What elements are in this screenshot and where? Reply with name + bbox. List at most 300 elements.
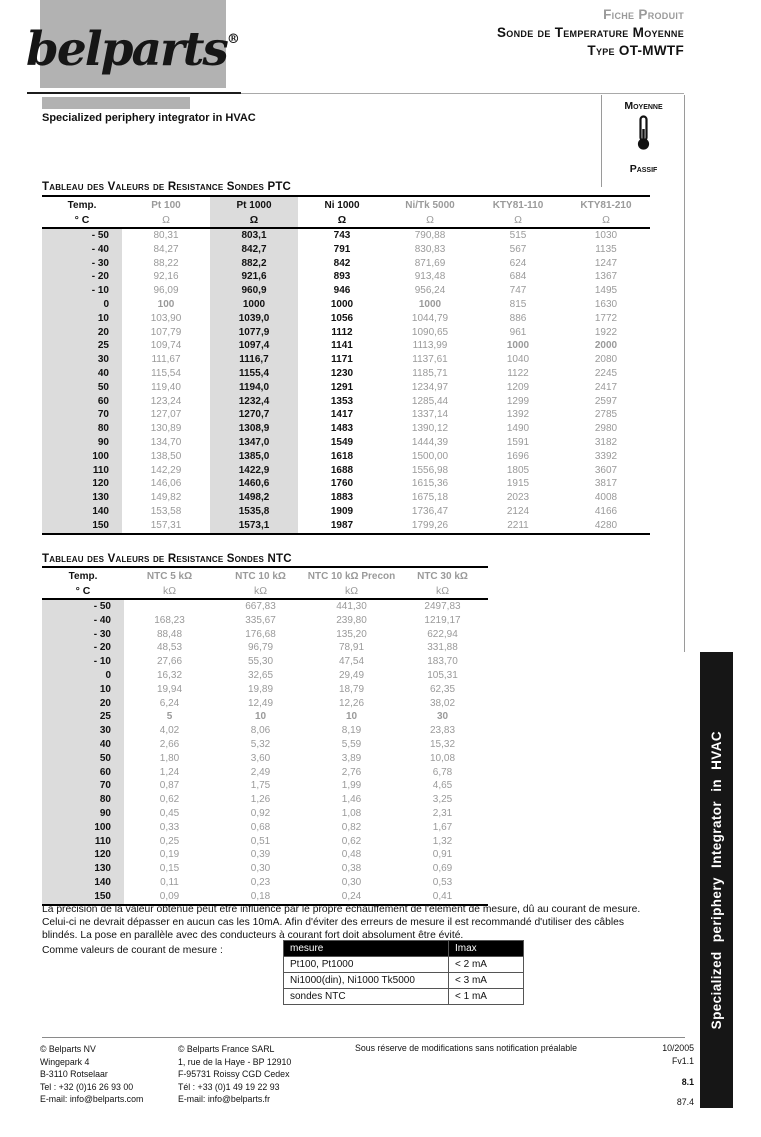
cell: 20 [42,326,122,340]
cell: 10 [42,312,122,326]
cell: 2023 [506,492,530,504]
cell: 0,87 [159,780,180,792]
resistance-table [42,195,650,535]
cell: 0,39 [250,849,271,861]
cell: - 40 [42,614,124,628]
cell: 80 [42,422,122,436]
cell: 1,24 [159,766,180,778]
cell: 1385,0 [210,450,298,464]
cell: 6,78 [432,766,453,778]
cell: 176,68 [245,628,276,640]
cell: - 20 [42,270,122,284]
cell: 0,45 [159,807,180,819]
cell: 2,49 [250,766,271,778]
cell: 913,48 [414,271,446,283]
cell: 3,25 [432,794,453,806]
footer-line: Wingepark 4 [40,1056,90,1067]
ptc-table-title: Tableau des Valeurs de Resistance Sondes PTC [42,181,292,193]
cell: 1000 [506,340,530,352]
cell: 123,24 [150,395,182,407]
cell: 140 [42,505,122,519]
footer-line: © Belparts NV [40,1044,96,1054]
cell: 110 [42,835,124,849]
cell: 0,23 [250,876,271,888]
cell: 50 [42,752,124,766]
cell: 8,19 [341,725,362,737]
header-cell: kΩ [397,585,488,599]
cell: 1500,00 [411,450,449,462]
header-cell: kΩ [124,585,215,599]
cell: 1498,2 [210,491,298,505]
cell: 150 [42,519,122,534]
table-row [42,862,488,876]
cell: 1122 [507,367,529,379]
footer-company-be [40,1043,143,1106]
cell: 1135 [595,243,617,255]
cell: 1234,97 [411,381,449,393]
cell: 624 [509,257,527,269]
table-row [42,408,650,422]
table-row [42,436,650,450]
header-cell: Temp. [68,571,98,582]
cell: 1232,4 [210,395,298,409]
cell: 2,66 [159,738,180,750]
cell: 1137,61 [412,354,448,366]
cell: 0,62 [341,835,362,847]
cell: 40 [42,738,124,752]
cell: 0,91 [432,849,453,861]
header-cell: KTY81-110 [492,200,544,211]
cell: 0,92 [250,807,271,819]
table-row [42,599,488,614]
cell: 1030 [594,230,618,241]
cell: Pt100, Pt1000 [284,957,449,973]
footer-line: 1, rue de la Haye - BP 12910 [178,1056,292,1067]
cell: 2417 [594,381,618,393]
imax-col-header: Imax [449,941,524,957]
footer-line: Tel : +32 (0)16 26 93 00 [40,1081,134,1092]
table-row [42,752,488,766]
table-row [42,876,488,890]
footer-company-fr [178,1043,291,1106]
cell: 1247 [594,257,618,269]
sensor-badge [601,95,685,187]
cell: 183,70 [427,656,458,668]
cell: 1044,79 [411,312,449,324]
cell: 2980 [594,423,618,435]
cell: 960,9 [210,284,298,298]
measure-current-table [283,940,524,1005]
cell: 1000 [330,298,354,310]
cell: 1444,39 [411,436,449,448]
cell: 3607 [594,464,618,476]
cell: 130,89 [150,423,182,435]
cell: 1760 [330,478,354,490]
cell: 2,31 [432,807,453,819]
header-cell: kΩ [215,585,306,599]
cell: 1155,4 [210,367,298,381]
cell: 3392 [594,450,618,462]
product-type: Type OT-MWTF [587,43,684,58]
cell: 842,7 [210,243,298,257]
cell: 0,62 [159,794,180,806]
cell: 667,83 [245,601,276,612]
cell [124,599,215,614]
cell: 12,26 [338,697,365,709]
table-row [42,422,650,436]
table-row [42,614,488,628]
cell: 0,30 [341,876,362,888]
ntc-table-title: Tableau des Valeurs de Resistance Sondes NTC [42,553,292,565]
cell: 149,82 [150,492,182,504]
cell: 1185,71 [412,367,448,379]
cell: 1,75 [250,780,271,792]
cell: 961 [509,326,527,338]
badge-top-label: Moyenne [624,100,663,112]
table-row [42,505,650,519]
cell: 107,79 [150,326,182,338]
footer-rule [42,1037,685,1038]
header-cell: Ω [562,214,650,228]
cell: 60 [42,395,122,409]
table-row [42,326,650,340]
cell: 1490 [506,423,530,435]
table-row [42,477,650,491]
header-cell: Ni/Tk 5000 [405,200,455,211]
table-row [42,450,650,464]
cell: 119,40 [151,381,181,393]
cell: 0,30 [250,863,271,875]
cell: 803,1 [210,228,298,243]
cell: 1353 [330,395,354,407]
belparts-logo [26,22,240,77]
cell: 30 [436,711,449,723]
footer-line: Tél : +33 (0)1 49 19 22 93 [178,1081,280,1092]
table-row [42,395,650,409]
header-cell: ° C [42,585,124,599]
precision-note [42,903,697,942]
table-row [42,491,650,505]
cell: 0,11 [160,876,179,888]
cell: 567 [509,243,527,255]
cell: 168,23 [154,614,185,626]
cell: 0,82 [341,821,362,833]
cell: 1299 [506,395,530,407]
cell: 1,67 [432,821,453,833]
cell: 0,09 [159,890,180,902]
cell: 0,48 [341,849,362,861]
table-header-row [284,941,524,957]
table-row [42,257,650,271]
cell: 1883 [330,492,354,504]
cell: 1112 [331,326,353,338]
note-line: Celui-ci ne devrait dépasser en aucun cas les 10mA. Afin d'éviter des erreurs de mesure il est recommandé d'utiliser des câbles [42,917,624,928]
cell: - 30 [42,257,122,271]
cell: Ni1000(din), Ni1000 Tk5000 [284,973,449,989]
cell: 1772 [594,312,618,324]
cell: 100 [42,821,124,835]
cell: 1347,0 [210,436,298,450]
header-cell: KTY81-210 [580,200,632,211]
cell: 100 [42,450,122,464]
cell: 138,50 [150,450,182,462]
cell: 1618 [330,450,354,462]
cell: 0 [42,298,122,312]
cell: 1987 [330,519,354,531]
note-line: La précision de la valeur obtenue peut être influencé par le propre échauffement de l'élément de mesure, dû au courant de mesure. [42,904,641,915]
cell: 0,69 [432,863,453,875]
note-line: blindés. La pose en parallèle avec des conducteurs à courant fort doit absolument être évité. [42,930,464,941]
cell: 1556,98 [411,464,449,476]
page-title: Sonde de Temperature Moyenne [497,25,684,40]
cell: 1056 [330,312,354,324]
document-header [264,6,684,60]
cell: 92,16 [153,271,179,283]
cell: 1909 [330,505,354,517]
cell: 0,18 [250,890,271,902]
cell: 1615,36 [411,478,449,490]
cell: 96,79 [247,642,274,654]
table-row [42,821,488,835]
cell: 830,83 [414,243,446,255]
cell: 3817 [594,478,618,490]
cell: - 50 [42,599,124,614]
cell: 1696 [506,450,530,462]
table-row [42,655,488,669]
cell: 142,29 [150,464,182,476]
cell: 130 [42,862,124,876]
table-row [42,779,488,793]
cell: 1040 [506,354,530,366]
cell: 88,22 [153,257,179,269]
table-row [42,793,488,807]
cell: 743 [333,230,351,241]
table-row [42,807,488,821]
cell: 0,38 [341,863,362,875]
cell: 1090,65 [411,326,449,338]
cell: 1535,8 [210,505,298,519]
cell: 1285,44 [411,395,449,407]
cell: 6,24 [159,697,180,709]
footer-email: E-mail: info@belparts.fr [178,1094,271,1105]
table-row [42,738,488,752]
cell: 111,67 [151,354,181,366]
cell: 146,06 [150,478,182,490]
cell: 1417 [330,409,354,421]
cell: 2124 [506,505,530,517]
cell: 120 [42,477,122,491]
cell: 2785 [594,409,618,421]
cell: 1460,6 [210,477,298,491]
header-rule-dark [27,92,241,94]
cell: 2211 [507,519,529,531]
cell: 70 [42,779,124,793]
cell: 70 [42,408,122,422]
cell: 0 [42,669,124,683]
cell: 893 [333,271,351,283]
header-cell: NTC 10 kΩ [235,571,286,582]
table-header-row [42,196,650,214]
cell: 1,99 [341,780,362,792]
cell: 88,48 [156,628,183,640]
cell: 1736,47 [411,505,449,517]
cell: 790,88 [414,230,446,241]
table-row [42,270,650,284]
cell: 0,19 [159,849,180,861]
cell: 886 [509,312,527,324]
table-row [42,339,650,353]
cell: 871,69 [414,257,446,269]
table-row [284,957,524,973]
mesure-col-header: mesure [284,941,449,957]
cell: 1039,0 [210,312,298,326]
cell: 921,6 [210,270,298,284]
table-row [42,628,488,642]
cell: 1077,9 [210,326,298,340]
table-row [42,848,488,862]
cell: 239,80 [336,614,367,626]
header-cell: Ω [298,214,386,228]
header-cell: Pt 1000 [210,196,298,214]
cell: 1097,4 [210,339,298,353]
cell: 10 [345,711,358,723]
table-header-row [42,214,650,228]
cell: 60 [42,766,124,780]
cell: - 10 [42,284,122,298]
cell: 19,89 [247,683,274,695]
footer-line: B-3110 Rotselaar [40,1069,108,1080]
cell: 1392 [506,409,530,421]
cell: 130 [42,491,122,505]
table-row [42,228,650,243]
table-row [42,284,650,298]
cell: 1688 [330,464,354,476]
cell: 90 [42,807,124,821]
table-row [42,519,650,534]
cell: 0,24 [341,890,362,902]
table-row [42,243,650,257]
cell: 622,94 [427,628,458,640]
cell: 78,91 [338,642,365,654]
cell: - 10 [42,655,124,669]
cell: 25 [42,710,124,724]
cell: 90 [42,436,122,450]
table-row [42,683,488,697]
cell: 4280 [594,519,618,531]
thermometer-icon [636,115,651,156]
cell: 1805 [506,464,530,476]
header-cell: NTC 5 kΩ [146,571,193,582]
cell: 956,24 [414,285,446,297]
cell: 1000 [210,298,298,312]
header-cell: Ni 1000 [324,200,360,211]
header-cell: Temp. [67,200,97,211]
header-cell: Ω [474,214,562,228]
cell: 62,35 [429,683,456,695]
cell: 4,02 [159,725,180,737]
cell: 29,49 [338,669,365,681]
table-row [42,710,488,724]
cell: 1,80 [159,752,180,764]
cell: 515 [509,230,527,241]
side-banner-text: Specialized periphery Integrator in HVAC [709,730,724,1030]
header-cell: NTC 30 kΩ [417,571,468,582]
footer-disclaimer: Sous réserve de modifications sans notification préalable [355,1043,578,1053]
cell: 1422,9 [210,464,298,478]
cell: 1308,9 [210,422,298,436]
cell: 2597 [594,395,618,407]
cell: < 2 mA [449,957,524,973]
cell: 140 [42,876,124,890]
cell: 30 [42,724,124,738]
registered-mark: ® [226,32,240,47]
cell: 791 [333,243,351,255]
table-row [42,697,488,711]
cell: 4166 [594,505,618,517]
cell: 1000 [418,298,442,310]
table-row [42,381,650,395]
cell: 10 [254,711,267,723]
cell: 1171 [331,354,353,366]
ntc-resistance-table [42,566,488,906]
cell: 10,08 [429,752,456,764]
ptc-resistance-table [42,195,650,535]
cell: 5 [166,711,173,723]
cell: 40 [42,367,122,381]
cell: 2000 [594,340,618,352]
table-row [42,641,488,655]
cell: 842 [333,257,351,269]
table-row [42,464,650,478]
cell: 96,09 [153,285,179,297]
cell: 1230 [330,367,354,379]
cell: - 40 [42,243,122,257]
right-margin-line [684,95,685,652]
cell: 0,53 [432,876,453,888]
cell: 32,65 [247,669,274,681]
cell: 815 [509,298,527,310]
cell: 1270,7 [210,408,298,422]
table-row [42,298,650,312]
measure-current-intro: Comme valeurs de courant de mesure : [42,945,223,956]
cell: 110 [42,464,122,478]
cell: 15,32 [429,738,456,750]
cell: 20 [42,697,124,711]
cell: 1141 [331,340,353,352]
cell: 135,20 [336,628,367,640]
header-cell: NTC 10 kΩ Precon [307,571,396,582]
cell: 0,25 [159,835,180,847]
cell: 1113,99 [412,340,448,352]
cell: 441,30 [336,601,367,612]
footer-doc-ref: 87.4 [676,1097,694,1107]
cell: 1483 [330,423,354,435]
cell: 331,88 [427,642,458,654]
cell: 55,30 [247,656,274,668]
cell: 134,70 [150,436,182,448]
cell: 1799,26 [411,519,449,531]
cell: 684 [509,271,527,283]
cell: 3182 [594,436,618,448]
cell: 100 [157,298,175,310]
cell: 2497,83 [424,601,461,612]
cell: 127,07 [150,409,182,421]
cell: 103,90 [150,312,182,324]
cell: 0,15 [159,863,180,875]
cell: 5,32 [250,738,271,750]
cell: - 50 [42,228,122,243]
cell: 115,54 [151,367,181,379]
